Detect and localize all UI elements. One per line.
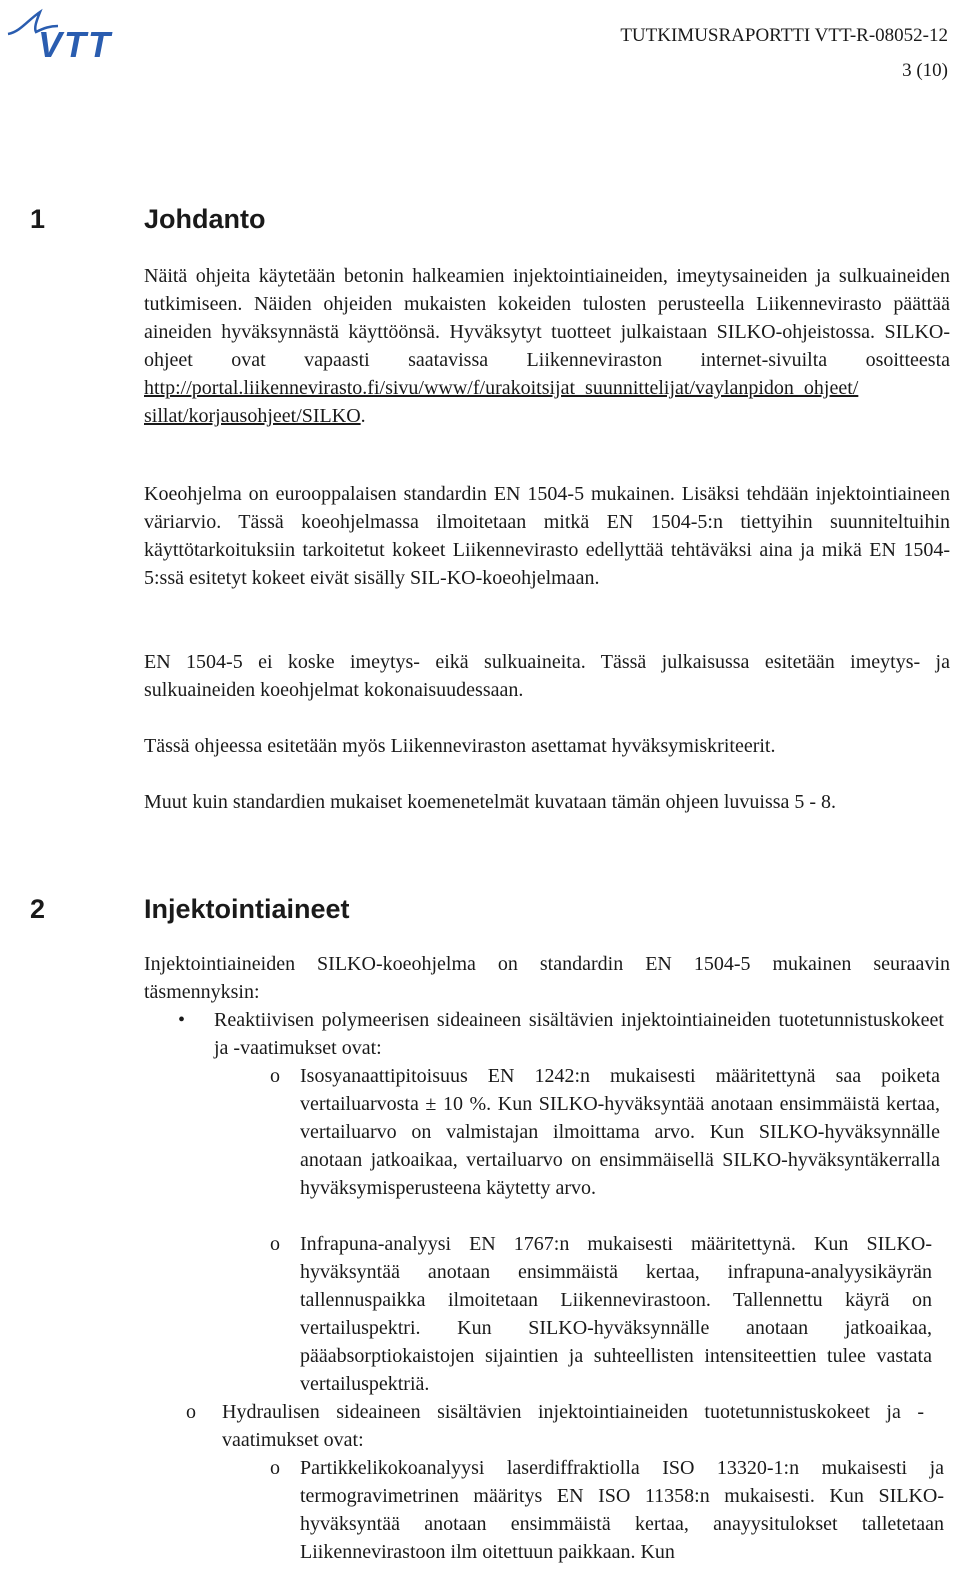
report-id: TUTKIMUSRAPORTTI VTT-R-08052-12: [620, 25, 948, 46]
paragraph-scope: EN 1504-5 ei koske imeytys- eikä sulkuaineita. Tässä julkaisussa esitetään imeytys- ja sulkuaineiden koeohjelmat kokonaisuudessaan.: [144, 651, 950, 701]
silko-link[interactable]: http://portal.liikennevirasto.fi/sivu/www/f/urakoitsijat_suunnittelijat/vaylanpidon_ohjeet/ sillat/korjausohjeet/SILKO: [144, 377, 859, 427]
intro-paragraph: Näitä ohjeita käytetään betonin halkeamien injektointiaineiden, imeytysaineiden ja sulkuaineiden tutkimiseen. Näiden ohjeiden mukaisten kokeiden tulosten perusteella Liikennevirasto päättää aineiden hyväksynnästä käyttöönsä. Hyväksytyt tuotteet julkaistaan SILKO-ohjeistossa. SILKO-ohjeet ovat vapaasti saatavissa Liikenneviraston internet-sivuilta osoitteesta http://portal.liikennevirasto.fi/sivu/www/f/urakoitsijat_suunnittelijat/vaylanpidon_ohjeet/ sillat/korjausohjeet/SILKO.: [144, 265, 950, 427]
section-2-intro: Injektointiaineiden SILKO-koeohjelma on standardin EN 1504-5 mukainen seuraavin täsmennyksin:: [144, 953, 950, 1003]
list-item: Hydraulisen sideaineen sisältävien injektointiaineiden tuotetunnistuskokeet ja -vaatimukset ovat:: [222, 1401, 924, 1451]
sub-bullet-marker: o: [270, 1457, 280, 1479]
sub-list-item: Partikkelikokoanalyysi laserdiffraktiolla ISO 13320-1:n mukaisesti ja termogravimetrinen määritys EN ISO 11358:n mukaisesti. Kun SILKO-hyväksyntää anotaan ensimmäistä kertaa, anayysitulokset talletetaan Liikennevirastoon ilm oitettuun paikkaan. Kun: [300, 1457, 944, 1563]
paragraph-criteria: Tässä ohjeessa esitetään myös Liikenneviraston asettamat hyväksymiskriteerit.: [144, 735, 776, 757]
section-number: 1: [30, 204, 46, 234]
paragraph-methods: Muut kuin standardien mukaiset koemenetelmät kuvataan tämän ohjeen luvuissa 5 - 8.: [144, 791, 837, 813]
section-number: 2: [30, 894, 46, 924]
intro-text: Näitä ohjeita käytetään betonin halkeamien injektointiaineiden, imeytysaineiden ja sulkuaineiden tutkimiseen. Näiden ohjeiden mukaisten kokeiden tulosten perusteella Liikennevirasto päättää aineiden hyväksynnästä käyttöönsä. Hyväksytyt tuotteet julkaistaan SILKO-ohjeistossa. SILKO-ohjeet ovat vapaasti saatavissa Liikenneviraston internet-sivuilta osoitteesta: [144, 265, 950, 371]
sub-list-item: Isosyanaattipitoisuus EN 1242:n mukaisesti määritettynä saa poiketa vertailuarvosta ± 10 %. Kun SILKO-hyväksyntää anotaan ensimmäistä kertaa, vertailuarvo on valmistajan ilmoittama arvo. Kun SILKO-hyväksynnälle anotaan jatkoaikaa, vertailuarvo on ensimmäisellä SILKO-hyväksyntäkerralla hyväksymisperusteena käytetty arvo.: [300, 1065, 940, 1199]
bullet-marker: o: [186, 1401, 196, 1423]
sub-bullet-marker: o: [270, 1233, 280, 1255]
page-number: 3 (10): [902, 60, 948, 81]
paragraph-test-program: Koeohjelma on eurooppalaisen standardin EN 1504-5 mukainen. Lisäksi tehdään injektointiaineen väriarvio. Tässä koeohjelmassa ilmoitetaan mitkä EN 1504-5:n tiettyihin suunniteltuihin käyttötarkoituksiin tarkoitetut kokeet Liikennevirasto edellyttää tehtäväksi aina ja mikä EN 1504-5:ssä esitetyt kokeet eivät sisälly SIL-KO-koeohjelmaan.: [144, 483, 950, 589]
sub-list-item: Infrapuna-analyysi EN 1767:n mukaisesti määritettynä. Kun SILKO-hyväksyntää anotaan ensimmäistä kertaa, infrapuna-analyysikäyrän tallennuspaikka ilmoitetaan Liikennevirastoon. Tallennettu käyrä on vertailuspektri. Kun SILKO-hyväksynnälle anotaan jatkoaikaa, pääabsorptiokaistojen sijaintien ja suhteellisten intensiteettien tulee vastata vertailuspektriä.: [300, 1233, 932, 1395]
vtt-logo: [6, 8, 156, 60]
list-item: Reaktiivisen polymeerisen sideaineen sisältävien injektointiaineiden tuotetunnistuskokeet ja -vaatimukset ovat:: [214, 1009, 944, 1059]
bullet-marker: •: [178, 1009, 186, 1031]
page-header: [620, 18, 948, 88]
vtt-logo-text: VTT: [38, 24, 112, 60]
section-title: Johdanto: [144, 204, 266, 234]
sub-bullet-marker: o: [270, 1065, 280, 1087]
section-title: Injektointiaineet: [144, 894, 350, 924]
